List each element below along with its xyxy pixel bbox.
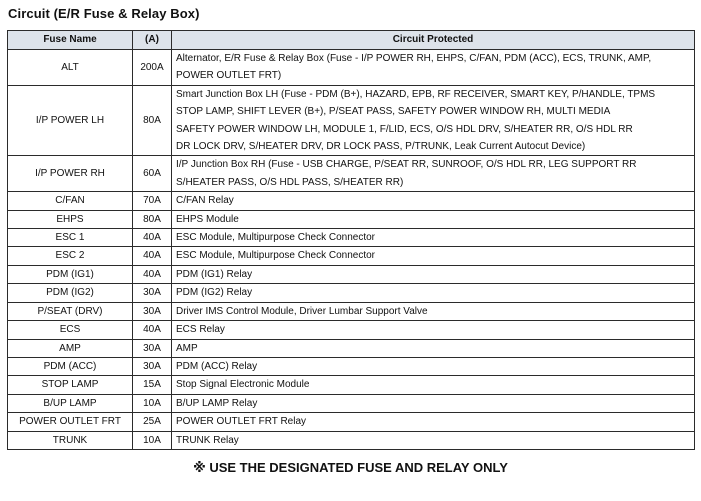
circuit-protected-cell xyxy=(172,321,695,339)
fuse-name-cell: ECS xyxy=(8,321,133,339)
circuit-protected-cell xyxy=(172,210,695,228)
table-row xyxy=(8,357,695,375)
table-row xyxy=(8,156,695,192)
amperage-cell: 40A xyxy=(133,265,172,283)
table-row xyxy=(8,284,695,302)
circuit-protected-cell xyxy=(172,339,695,357)
fuse-name-cell: PDM (ACC) xyxy=(8,357,133,375)
amperage-cell: 15A xyxy=(133,376,172,394)
circuit-line: PDM (IG2) Relay xyxy=(176,287,253,299)
amperage-cell: 80A xyxy=(133,210,172,228)
circuit-line: AMP xyxy=(176,342,198,354)
amperage-cell: 30A xyxy=(133,302,172,320)
header-fuse-name: Fuse Name xyxy=(8,31,133,50)
fuse-name-cell: PDM (IG2) xyxy=(8,284,133,302)
amperage-cell: 40A xyxy=(133,229,172,247)
table-body xyxy=(8,50,695,450)
fuse-name-cell: ESC 2 xyxy=(8,247,133,265)
fuse-table xyxy=(7,30,695,450)
table-header-row xyxy=(8,31,695,50)
fuse-name-cell: P/SEAT (DRV) xyxy=(8,302,133,320)
table-row xyxy=(8,413,695,431)
circuit-line: POWER OUTLET FRT Relay xyxy=(176,416,307,428)
fuse-name-cell: STOP LAMP xyxy=(8,376,133,394)
circuit-protected-cell xyxy=(172,431,695,449)
table-row xyxy=(8,265,695,283)
circuit-protected-cell xyxy=(172,394,695,412)
amperage-cell: 70A xyxy=(133,192,172,210)
circuit-protected-cell xyxy=(172,50,695,86)
fuse-name-cell: I/P POWER LH xyxy=(8,85,133,156)
circuit-line: TRUNK Relay xyxy=(176,434,239,446)
amperage-cell: 30A xyxy=(133,284,172,302)
table-row xyxy=(8,85,695,156)
fuse-name-cell: EHPS xyxy=(8,210,133,228)
table-row xyxy=(8,229,695,247)
circuit-protected-cell xyxy=(172,265,695,283)
circuit-line: STOP LAMP, SHIFT LEVER (B+), P/SEAT PASS, SAFETY POWER WINDOW RH, MULTI MEDIA xyxy=(176,106,611,118)
fuse-name-cell: POWER OUTLET FRT xyxy=(8,413,133,431)
fuse-name-cell: I/P POWER RH xyxy=(8,156,133,192)
amperage-cell: 200A xyxy=(133,50,172,86)
circuit-line: Smart Junction Box LH (Fuse - PDM (B+), HAZARD, EPB, RF RECEIVER, SMART KEY, P/HANDLE, TPMS xyxy=(176,88,656,100)
circuit-line: S/HEATER PASS, O/S HDL PASS, S/HEATER RR) xyxy=(176,176,404,188)
header-amperage: (A) xyxy=(133,31,172,50)
amperage-cell: 40A xyxy=(133,247,172,265)
footer-note: ※ USE THE DESIGNATED FUSE AND RELAY ONLY xyxy=(193,460,508,475)
table-row xyxy=(8,210,695,228)
fuse-name-cell: TRUNK xyxy=(8,431,133,449)
circuit-protected-cell xyxy=(172,85,695,156)
circuit-line: Stop Signal Electronic Module xyxy=(176,379,310,391)
circuit-protected-cell xyxy=(172,247,695,265)
amperage-cell: 30A xyxy=(133,357,172,375)
table-row xyxy=(8,321,695,339)
table-row xyxy=(8,247,695,265)
circuit-line: I/P Junction Box RH (Fuse - USB CHARGE, P/SEAT RR, SUNROOF, O/S HDL RR, LEG SUPPORT RR xyxy=(176,159,637,171)
amperage-cell: 25A xyxy=(133,413,172,431)
amperage-cell: 10A xyxy=(133,431,172,449)
table-row xyxy=(8,302,695,320)
circuit-line: PDM (ACC) Relay xyxy=(176,360,258,372)
circuit-line: PDM (IG1) Relay xyxy=(176,268,253,280)
table-row xyxy=(8,339,695,357)
circuit-line: Driver IMS Control Module, Driver Lumbar Support Valve xyxy=(176,305,428,317)
amperage-cell: 60A xyxy=(133,156,172,192)
circuit-protected-cell xyxy=(172,192,695,210)
fuse-name-cell: PDM (IG1) xyxy=(8,265,133,283)
circuit-line: SAFETY POWER WINDOW LH, MODULE 1, F/LID, ECS, O/S HDL DRV, S/HEATER RR, O/S HDL RR xyxy=(176,123,633,135)
amperage-cell: 40A xyxy=(133,321,172,339)
page-title: Circuit (E/R Fuse & Relay Box) xyxy=(8,6,200,21)
fuse-name-cell: C/FAN xyxy=(8,192,133,210)
table-row xyxy=(8,376,695,394)
amperage-cell: 80A xyxy=(133,85,172,156)
circuit-line: B/UP LAMP Relay xyxy=(176,397,258,409)
circuit-line: Alternator, E/R Fuse & Relay Box (Fuse - I/P POWER RH, EHPS, C/FAN, PDM (ACC), ECS, TRUNK, AMP, xyxy=(176,53,652,64)
circuit-line: ESC Module, Multipurpose Check Connector xyxy=(176,232,375,244)
fuse-name-cell: AMP xyxy=(8,339,133,357)
circuit-protected-cell xyxy=(172,229,695,247)
circuit-line: POWER OUTLET FRT) xyxy=(176,70,282,82)
circuit-protected-cell xyxy=(172,302,695,320)
circuit-line: C/FAN Relay xyxy=(176,195,234,207)
amperage-cell: 10A xyxy=(133,394,172,412)
circuit-line: EHPS Module xyxy=(176,213,239,225)
circuit-line: ESC Module, Multipurpose Check Connector xyxy=(176,250,375,262)
table-row xyxy=(8,50,695,86)
fuse-name-cell: ESC 1 xyxy=(8,229,133,247)
table-row xyxy=(8,394,695,412)
amperage-cell: 30A xyxy=(133,339,172,357)
table-row xyxy=(8,192,695,210)
circuit-line: ECS Relay xyxy=(176,324,225,336)
fuse-name-cell: ALT xyxy=(8,50,133,86)
circuit-line: DR LOCK DRV, S/HEATER DRV, DR LOCK PASS, P/TRUNK, Leak Current Autocut Device) xyxy=(176,141,586,153)
table-row xyxy=(8,431,695,449)
circuit-protected-cell xyxy=(172,284,695,302)
circuit-protected-cell xyxy=(172,376,695,394)
fuse-name-cell: B/UP LAMP xyxy=(8,394,133,412)
circuit-protected-cell xyxy=(172,156,695,192)
circuit-protected-cell xyxy=(172,413,695,431)
circuit-protected-cell xyxy=(172,357,695,375)
header-circuit-protected: Circuit Protected xyxy=(172,31,695,50)
